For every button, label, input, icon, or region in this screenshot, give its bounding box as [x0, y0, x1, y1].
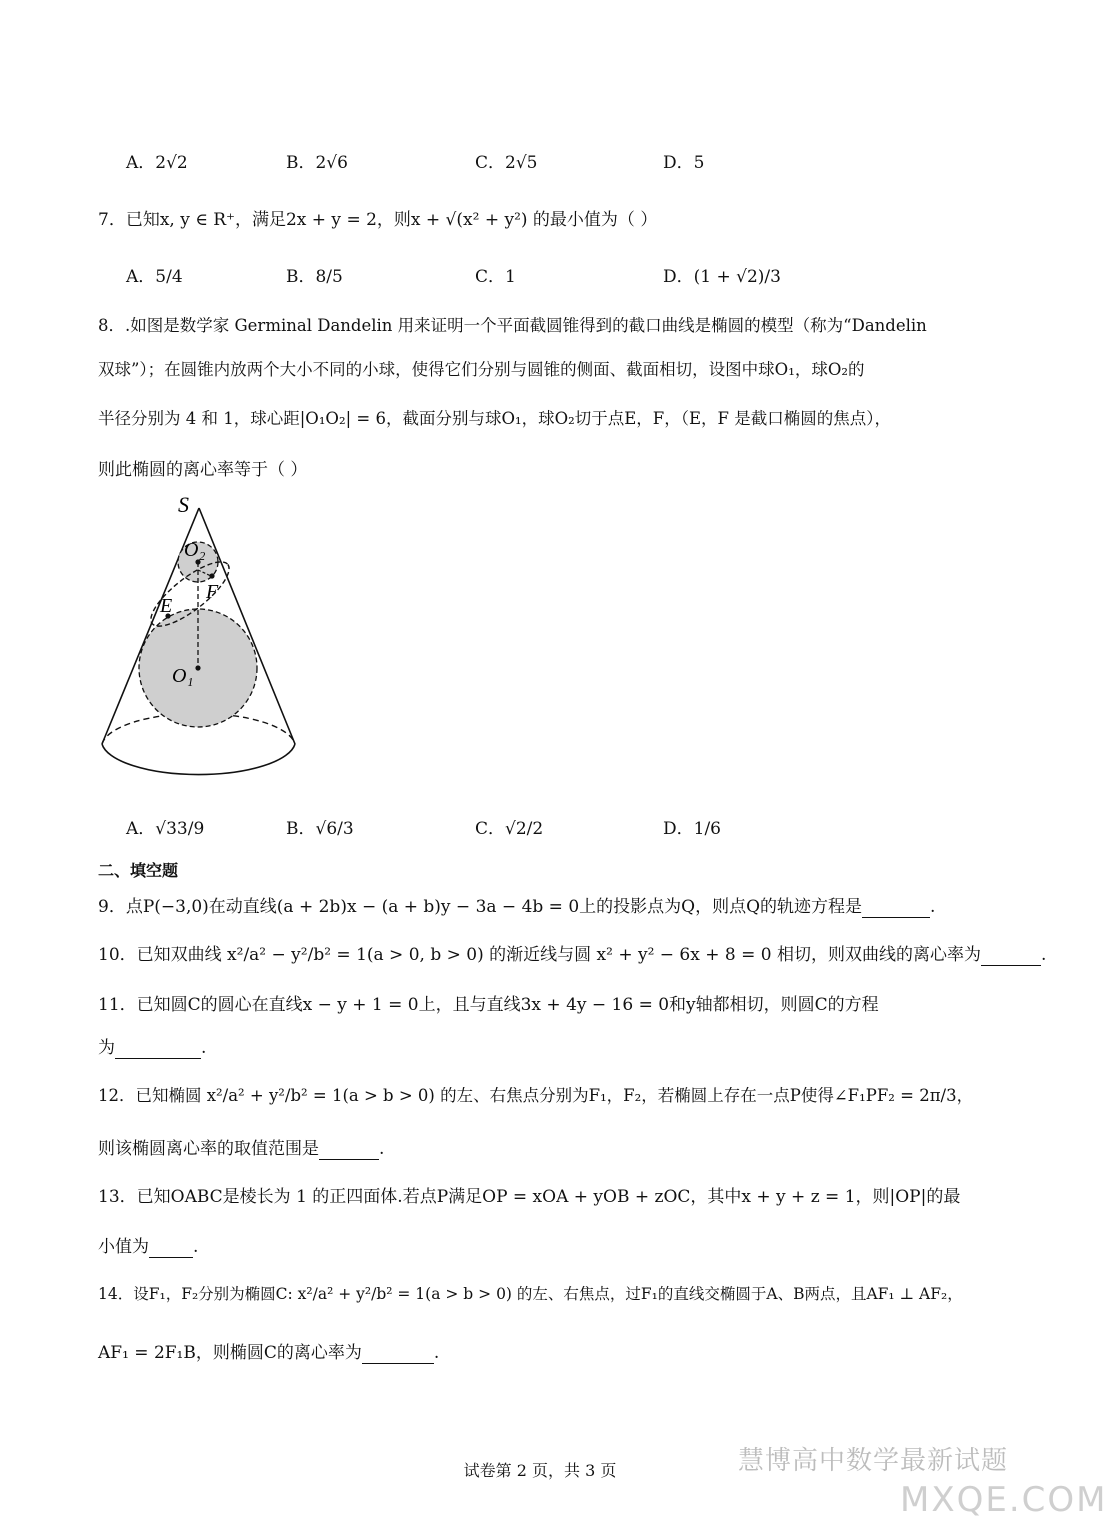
- page-footer: 试卷第 2 页，共 3 页: [463, 1461, 617, 1480]
- q8-line-1: 8．.如图是数学家 Germinal Dandelin 用来证明一个平面截圆锥得到的截口曲线是椭圆的模型（称为“Dandelin: [98, 316, 927, 335]
- q8-option-b: B．√6/3: [286, 819, 354, 839]
- q6-option-b: B．2√6: [286, 153, 348, 173]
- watermark-site: MXQE.COM: [900, 1480, 1108, 1520]
- q12-line-2: 则该椭圆离心率的取值范围是 .: [98, 1139, 385, 1159]
- label-f: F: [206, 581, 219, 603]
- label-s: S: [178, 492, 189, 517]
- q6-option-a: A．2√2: [126, 153, 188, 173]
- watermark-text: 慧博高中数学最新试题: [738, 1446, 1009, 1476]
- q7-option-c: C．1: [475, 267, 516, 287]
- q11-line-1: 11．已知圆C的圆心在直线x − y + 1 = 0上，且与直线3x + 4y − 16 = 0和y轴都相切，则圆C的方程: [98, 995, 879, 1015]
- q6-option-d: D．5: [663, 153, 705, 173]
- label-o1: O₁: [172, 665, 194, 687]
- q8-option-c: C．√2/2: [475, 819, 544, 839]
- q8-line-4: 则此椭圆的离心率等于（ ）: [98, 460, 308, 480]
- q11-line-2: 为 .: [98, 1038, 207, 1058]
- q13-line-1: 13．已知OABC是棱长为 1 的正四面体.若点P满足OP = xOA + yOB + zOC，其中x + y + z = 1，则|OP|的最: [98, 1187, 961, 1207]
- dandelin-cone-figure: [96, 490, 326, 790]
- section-heading: 二、填空题: [98, 861, 179, 880]
- q8-option-d: D．1/6: [663, 819, 721, 839]
- q8-line-3: 半径分别为 4 和 1，球心距|O₁O₂| = 6，截面分别与球O₁，球O₂切于点E，F，（E，F 是截口椭圆的焦点），: [98, 409, 891, 428]
- label-e: E: [160, 595, 173, 617]
- q6-option-c: C．2√5: [475, 153, 538, 173]
- q8-option-a: A．√33/9: [126, 819, 205, 839]
- q12-line-1: 12．已知椭圆 x²/a² + y²/b² = 1(a > b > 0) 的左、右焦点分别为F₁，F₂，若椭圆上存在一点P使得∠F₁PF₂ = 2π/3，: [98, 1086, 974, 1105]
- q13-line-2: 小值为 .: [98, 1237, 199, 1257]
- q7-stem: 7．已知x, y ∈ R⁺，满足2x + y = 2，则x + √(x² + y²) 的最小值为（ ）: [98, 210, 658, 230]
- q14-line-1: 14．设F₁，F₂分别为椭圆C: x²/a² + y²/b² = 1(a > b > 0) 的左、右焦点，过F₁的直线交椭圆于A、B两点，且AF₁ ⊥ AF₂，: [98, 1285, 963, 1303]
- q7-option-d: D．(1 + √2)/3: [663, 267, 781, 287]
- q14-line-2: AF₁ = 2F₁B，则椭圆C的离心率为 .: [98, 1343, 440, 1363]
- q10-stem: 10．已知双曲线 x²/a² − y²/b² = 1(a > 0, b > 0) 的渐近线与圆 x² + y² − 6x + 8 = 0 相切，则双曲线的离心率为 .: [98, 945, 1047, 965]
- q7-option-a: A．5/4: [126, 267, 183, 287]
- q8-line-2: 双球”）；在圆锥内放两个大小不同的小球，使得它们分别与圆锥的侧面、截面相切，设图中球O₁，球O₂的: [98, 360, 865, 379]
- q7-option-b: B．8/5: [286, 267, 343, 287]
- label-o2: O₂: [184, 539, 206, 561]
- q9-stem: 9．点P(−3,0)在动直线(a + 2b)x − (a + b)y − 3a − 4b = 0上的投影点为Q，则点Q的轨迹方程是 .: [98, 897, 936, 917]
